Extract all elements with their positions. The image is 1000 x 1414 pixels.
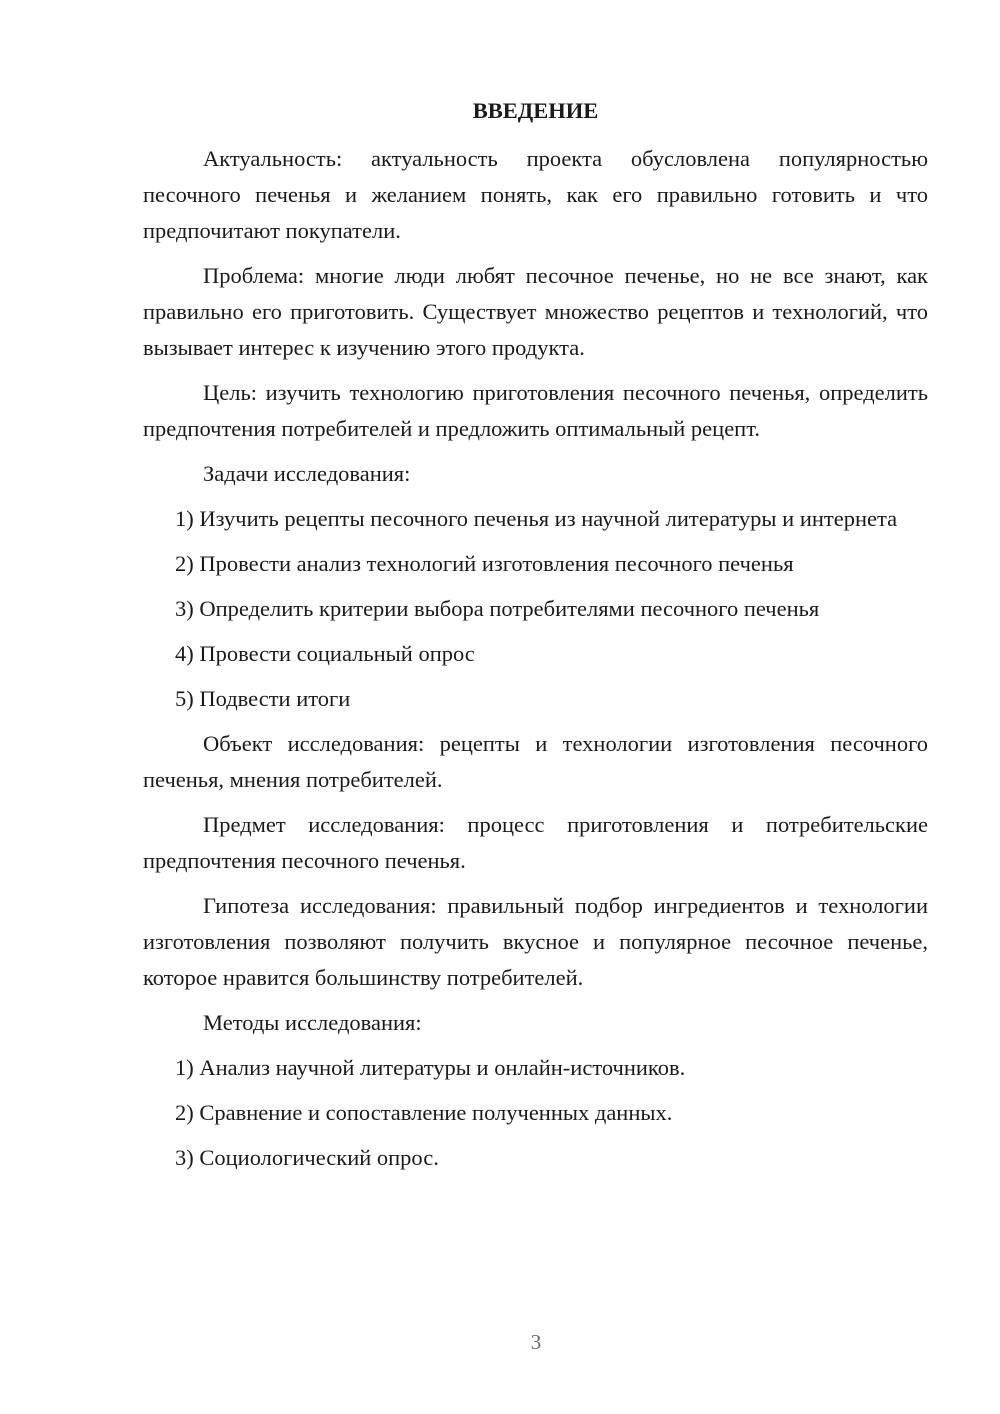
page-number: 3 — [530, 1330, 542, 1354]
task-item: 4) Провести социальный опрос — [175, 641, 475, 666]
page-content — [143, 93, 928, 1185]
task-item: 2) Провести анализ технологий изготовления песочного печенья — [175, 551, 794, 576]
task-item: 5) Подвести итоги — [175, 686, 351, 711]
methods-title: Методы исследования: — [203, 1010, 422, 1035]
goal-paragraph: Цель: изучить технологию приготовления песочного печенья, определить предпочтения потребителей и предложить оптимальный рецепт. — [143, 380, 928, 441]
hypothesis-paragraph: Гипотеза исследования: правильный подбор ингредиентов и технологии изготовления позволяют получить вкусное и популярное песочное печенье, которое нравится большинству потребителей. — [143, 893, 928, 990]
tasks-title: Задачи исследования: — [203, 461, 411, 486]
task-item: 1) Изучить рецепты песочного печенья из научной литературы и интернета — [175, 506, 898, 531]
problem-paragraph: Проблема: многие люди любят песочное печенье, но не все знают, как правильно его приготовить. Существует множество рецептов и технологий, что вызывает интерес к изучению этого продукта. — [143, 263, 928, 360]
method-item: 1) Анализ научной литературы и онлайн-источников. — [175, 1055, 686, 1080]
method-item: 2) Сравнение и сопоставление полученных данных. — [175, 1100, 673, 1125]
relevance-paragraph: Актуальность: актуальность проекта обусловлена популярностью песочного печенья и желанием понять, как его правильно готовить и что предпочитают покупатели. — [143, 146, 928, 243]
section-heading: ВВЕДЕНИЕ — [472, 98, 599, 123]
method-item: 3) Социологический опрос. — [175, 1145, 439, 1170]
subject-paragraph: Предмет исследования: процесс приготовления и потребительские предпочтения песочного печенья. — [143, 812, 928, 873]
object-paragraph: Объект исследования: рецепты и технологии изготовления песочного печенья, мнения потребителей. — [143, 731, 928, 792]
task-item: 3) Определить критерии выбора потребителями песочного печенья — [175, 596, 820, 621]
